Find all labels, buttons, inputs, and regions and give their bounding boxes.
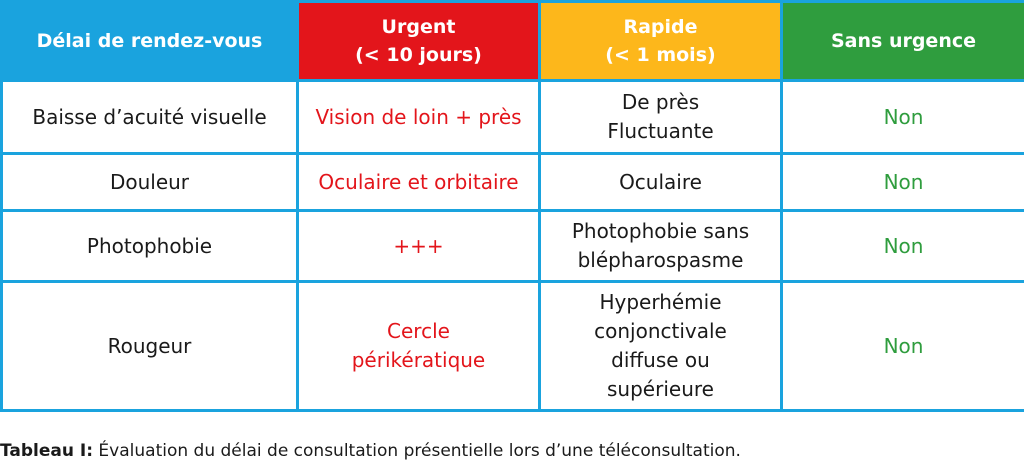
row-label: Baisse d’acuité visuelle bbox=[2, 81, 298, 154]
row-label: Rougeur bbox=[2, 282, 298, 411]
cell-urgent: Cercle périkératique bbox=[298, 282, 540, 411]
header-delai: Délai de rendez-vous bbox=[2, 2, 298, 81]
cell-sans-urgence: Non bbox=[782, 81, 1024, 154]
header-urgent: Urgent (< 10 jours) bbox=[298, 2, 540, 81]
cell-sans-urgence: Non bbox=[782, 154, 1024, 211]
cell-sans-urgence: Non bbox=[782, 211, 1024, 282]
table-row bbox=[2, 211, 1024, 282]
header-sans-urgence: Sans urgence bbox=[782, 2, 1024, 81]
table-caption bbox=[0, 441, 741, 461]
cell-rapide: Hyperhémie conjonctivale diffuse ou supérieure bbox=[540, 282, 782, 411]
table-row bbox=[2, 282, 1024, 411]
header-rapide: Rapide (< 1 mois) bbox=[540, 2, 782, 81]
cell-urgent: Vision de loin + près bbox=[298, 81, 540, 154]
cell-rapide: Photophobie sans blépharospasme bbox=[540, 211, 782, 282]
table-row bbox=[2, 154, 1024, 211]
caption-text: Évaluation du délai de consultation présentielle lors d’une téléconsultation. bbox=[93, 441, 741, 461]
cell-rapide: De près Fluctuante bbox=[540, 81, 782, 154]
cell-rapide: Oculaire bbox=[540, 154, 782, 211]
table-row bbox=[2, 81, 1024, 154]
caption-label: Tableau I: bbox=[0, 441, 94, 461]
cell-urgent: +++ bbox=[298, 211, 540, 282]
cell-urgent: Oculaire et orbitaire bbox=[298, 154, 540, 211]
header-row bbox=[2, 2, 1024, 81]
cell-sans-urgence: Non bbox=[782, 282, 1024, 411]
row-label: Photophobie bbox=[2, 211, 298, 282]
row-label: Douleur bbox=[2, 154, 298, 211]
